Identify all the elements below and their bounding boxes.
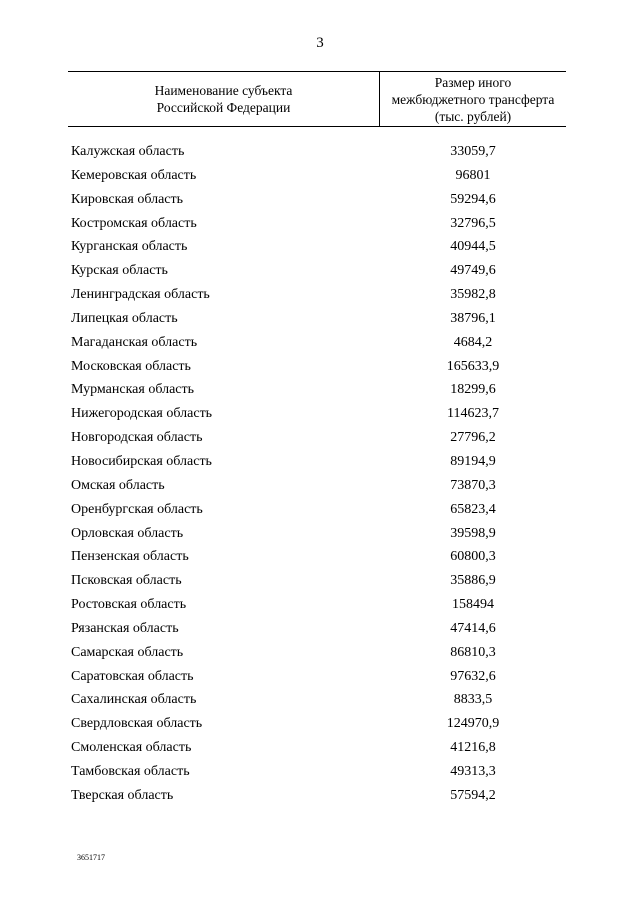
transfer-amount: 47414,6: [450, 620, 496, 636]
document-code: 3651717: [77, 853, 105, 862]
transfer-amount: 18299,6: [450, 382, 496, 398]
region-name: Московская область: [71, 358, 191, 374]
table-row: [0, 378, 640, 402]
table-row: [0, 784, 640, 808]
transfer-amount: 60800,3: [450, 549, 496, 565]
table-row: [0, 188, 640, 212]
header-transfer-amount-line-2: межбюджетного трансферта: [391, 91, 555, 107]
region-name: Пензенская область: [71, 549, 189, 565]
region-name: Курская область: [71, 263, 168, 279]
transfer-amount: 59294,6: [450, 191, 496, 207]
transfer-amount: 89194,9: [450, 453, 496, 469]
transfer-amount: 86810,3: [450, 644, 496, 660]
region-name: Самарская область: [71, 644, 184, 660]
page-number: 3: [316, 35, 324, 51]
header-subject-name: [68, 72, 379, 126]
region-name: Тверская область: [71, 787, 174, 803]
transfer-amount: 96801: [455, 167, 491, 183]
region-name: Сахалинская область: [71, 692, 197, 708]
transfer-amount: 158494: [452, 597, 494, 613]
table-row: [0, 593, 640, 617]
table-header: [68, 71, 566, 127]
table-row: [0, 760, 640, 784]
table-row: [0, 283, 640, 307]
region-name: Псковская область: [71, 573, 182, 589]
region-name: Кировская область: [71, 191, 184, 207]
region-name: Свердловская область: [71, 716, 203, 732]
transfer-amount: 165633,9: [446, 358, 500, 374]
transfer-amount: 114623,7: [447, 406, 499, 422]
table-body: [0, 140, 640, 808]
region-name: Оренбургская область: [71, 501, 203, 517]
region-name: Саратовская область: [71, 668, 194, 684]
table-row: [0, 331, 640, 355]
region-name: Липецкая область: [71, 310, 178, 326]
header-transfer-amount: [380, 72, 566, 126]
region-name: Нижегородская область: [71, 406, 213, 422]
table-row: [0, 426, 640, 450]
table-row: [0, 140, 640, 164]
region-name: Мурманская область: [71, 382, 195, 398]
region-name: Рязанская область: [71, 620, 179, 636]
table-row: [0, 545, 640, 569]
transfer-amount: 57594,2: [450, 787, 496, 803]
region-name: Ростовская область: [71, 597, 187, 613]
header-subject-name-line-2: Российской Федерации: [156, 100, 291, 115]
region-name: Магаданская область: [71, 334, 198, 350]
table-row: [0, 164, 640, 188]
region-name: Ленинградская область: [71, 287, 210, 303]
table-row: [0, 402, 640, 426]
region-name: Новосибирская область: [71, 453, 212, 469]
table-row: [0, 617, 640, 641]
table-row: [0, 450, 640, 474]
table-row: [0, 259, 640, 283]
table-row: [0, 212, 640, 236]
region-name: Тамбовская область: [71, 763, 190, 779]
table-row: [0, 736, 640, 760]
table-row: [0, 641, 640, 665]
transfer-amount: 8833,5: [453, 692, 493, 708]
header-subject-name-line-1: Наименование субъекта: [154, 83, 293, 98]
transfer-amount: 124970,9: [446, 716, 500, 732]
region-name: Кемеровская область: [71, 167, 197, 183]
region-name: Омская область: [71, 477, 165, 493]
region-name: Орловская область: [71, 525, 184, 541]
region-name: Курганская область: [71, 239, 188, 255]
transfer-amount: 27796,2: [450, 430, 496, 446]
table-row: [0, 569, 640, 593]
table-row: [0, 355, 640, 379]
region-name: Смоленская область: [71, 740, 192, 756]
transfer-amount: 49749,6: [450, 263, 496, 279]
table-row: [0, 665, 640, 689]
transfer-amount: 41216,8: [450, 740, 496, 756]
table-row: [0, 474, 640, 498]
table-row: [0, 235, 640, 259]
table-row: [0, 688, 640, 712]
transfer-amount: 97632,6: [450, 668, 496, 684]
table-row: [0, 498, 640, 522]
transfer-amount: 4684,2: [453, 334, 493, 350]
region-name: Новгородская область: [71, 430, 203, 446]
table-row: [0, 712, 640, 736]
transfer-amount: 65823,4: [450, 501, 496, 517]
transfer-amount: 40944,5: [450, 239, 496, 255]
transfer-amount: 73870,3: [450, 477, 496, 493]
transfer-amount: 49313,3: [450, 763, 496, 779]
transfer-amount: 35886,9: [450, 573, 496, 589]
region-name: Костромская область: [71, 215, 197, 231]
transfer-amount: 32796,5: [450, 215, 496, 231]
header-transfer-amount-line-3: (тыс. рублей): [434, 108, 512, 124]
transfer-amount: 39598,9: [450, 525, 496, 541]
transfer-amount: 35982,8: [450, 287, 496, 303]
table-row: [0, 522, 640, 546]
table-row: [0, 307, 640, 331]
header-transfer-amount-line-1: Размер иного: [434, 74, 512, 90]
transfer-amount: 38796,1: [450, 310, 496, 326]
region-name: Калужская область: [71, 144, 185, 159]
transfer-amount: 33059,7: [450, 144, 496, 159]
